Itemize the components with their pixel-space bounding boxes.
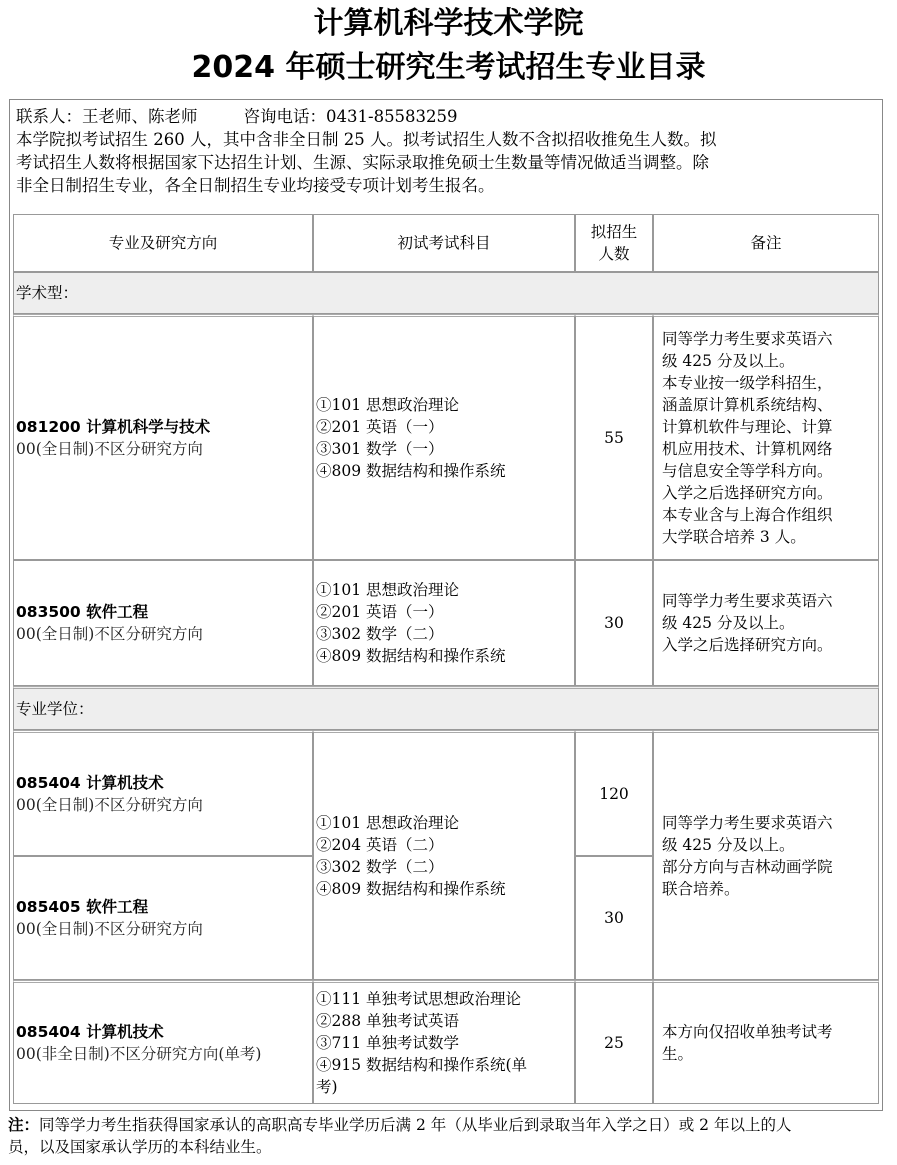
footnote-label: 注： [8,1116,40,1134]
table-header-row [13,214,879,272]
exam-subject: ④809 数据结构和操作系统 [316,647,506,665]
remark-line: 机应用技术、计算机网络 [662,440,833,458]
contact-desc-2: 考试招生人数将根据国家下达招生计划、生源、实际录取推免硕士生数量等情况做适当调整。除 [16,153,709,172]
remark-line: 入学之后选择研究方向。 [662,484,833,502]
contact-person: 联系人：王老师、陈老师 [16,107,198,126]
remark-line: 级 425 分及以上。 [662,836,795,854]
contact-block [16,105,876,197]
major-direction: 00(全日制)不区分研究方向 [16,440,203,458]
major-cell [13,856,313,980]
remark-cell [653,560,879,686]
exam-subject: ④809 数据结构和操作系统 [316,462,506,480]
remark-line: 同等学力考生要求英语六 [662,330,833,348]
exam-subject: ②201 英语（一） [316,418,444,436]
exam-subjects-cell [313,980,575,1104]
table-row [13,560,879,686]
major-direction: 00(全日制)不区分研究方向 [16,920,203,938]
footnote [8,1114,888,1158]
exam-subject: ③302 数学（二） [316,625,444,643]
remark-cell [653,980,879,1104]
contact-desc-3: 非全日制招生专业，各全日制招生专业均接受专项计划考生报名。 [16,176,495,195]
major-cell [13,314,313,560]
quota-cell: 25 [575,980,653,1104]
remark-line: 级 425 分及以上。 [662,614,795,632]
footnote-line-1 [8,1114,888,1136]
exam-subject: ③711 单独考试数学 [316,1034,460,1052]
exam-subject: ②201 英语（一） [316,603,444,621]
remark-cell [653,314,879,560]
remark-line: 同等学力考生要求英语六 [662,814,833,832]
header-major: 专业及研究方向 [13,214,313,272]
header-quota-line1: 拟招生 [590,223,638,241]
section-professional-label: 专业学位： [13,686,879,730]
remark-line: 生。 [662,1045,694,1063]
exam-subject: ③302 数学（二） [316,858,444,876]
major-name: 085404 计算机技术 [16,774,164,792]
quota-cell: 30 [575,856,653,980]
major-name: 083500 软件工程 [16,603,149,621]
major-name: 085404 计算机技术 [16,1023,164,1041]
remark-line: 部分方向与吉林动画学院 [662,858,833,876]
major-direction: 00(全日制)不区分研究方向 [16,625,203,643]
remark-line: 本方向仅招收单独考试考 [662,1023,833,1041]
exam-subject: ②204 英语（二） [316,836,444,854]
header-quota-line2: 人数 [598,245,630,263]
remark-line: 入学之后选择研究方向。 [662,636,833,654]
exam-subject: ②288 单独考试英语 [316,1012,460,1030]
quota-cell: 120 [575,730,653,856]
exam-subjects-cell [313,730,575,980]
header-quota [575,214,653,272]
major-cell [13,980,313,1104]
exam-subject: ④915 数据结构和操作系统(单 [316,1056,528,1074]
header-remark: 备注 [653,214,879,272]
header-exam: 初试考试科目 [313,214,575,272]
major-direction: 00(非全日制)不区分研究方向(单考) [16,1045,262,1063]
remark-line: 联合培养。 [662,880,740,898]
major-name: 085405 软件工程 [16,898,149,916]
contact-phone: 咨询电话：0431-85583259 [243,107,458,126]
exam-subject: ①111 单独考试思想政治理论 [316,990,522,1008]
quota-cell: 55 [575,314,653,560]
remark-line: 计算机软件与理论、计算 [662,418,833,436]
section-academic-row [13,272,879,314]
page-subtitle: 2024 年硕士研究生考试招生专业目录 [191,50,706,85]
exam-subject: ①101 思想政治理论 [316,581,460,599]
footnote-line-2: 员，以及国家承认学历的本科结业生。 [8,1138,272,1156]
remark-cell [653,730,879,980]
remark-line: 本专业按一级学科招生， [662,374,833,392]
exam-subject: ③301 数学（一） [316,440,444,458]
exam-subject: ①101 思想政治理论 [316,814,460,832]
table-row [13,980,879,1104]
exam-subject: 考) [316,1078,338,1096]
section-academic-label: 学术型： [13,272,879,314]
table-row [13,314,879,560]
remark-line: 同等学力考生要求英语六 [662,592,833,610]
contact-line [16,105,876,128]
remark-line: 级 425 分及以上。 [662,352,795,370]
remark-line: 与信息安全等学科方向。 [662,462,833,480]
major-direction: 00(全日制)不区分研究方向 [16,796,203,814]
catalog-table [13,214,879,1104]
major-cell [13,560,313,686]
major-name: 081200 计算机科学与技术 [16,418,211,436]
major-cell [13,730,313,856]
page-title: 计算机科学技术学院 [313,6,584,41]
remark-line: 大学联合培养 3 人。 [662,528,806,546]
quota-cell: 30 [575,560,653,686]
footnote-text-1: 同等学力考生指获得国家承认的高职高专毕业学历后满 2 年（从毕业后到录取当年入学之日）或 2 年以上的人 [39,1116,792,1134]
exam-subjects-cell [313,560,575,686]
contact-desc-1: 本学院拟考试招生 260 人，其中含非全日制 25 人。拟考试招生人数不含拟招收推免生人数。拟 [16,130,717,149]
section-professional-row [13,686,879,730]
exam-subject: ④809 数据结构和操作系统 [316,880,506,898]
remark-line: 涵盖原计算机系统结构、 [662,396,833,414]
remark-line: 本专业含与上海合作组织 [662,506,833,524]
exam-subjects-cell [313,314,575,560]
exam-subject: ①101 思想政治理论 [316,396,460,414]
table-row [13,730,879,856]
